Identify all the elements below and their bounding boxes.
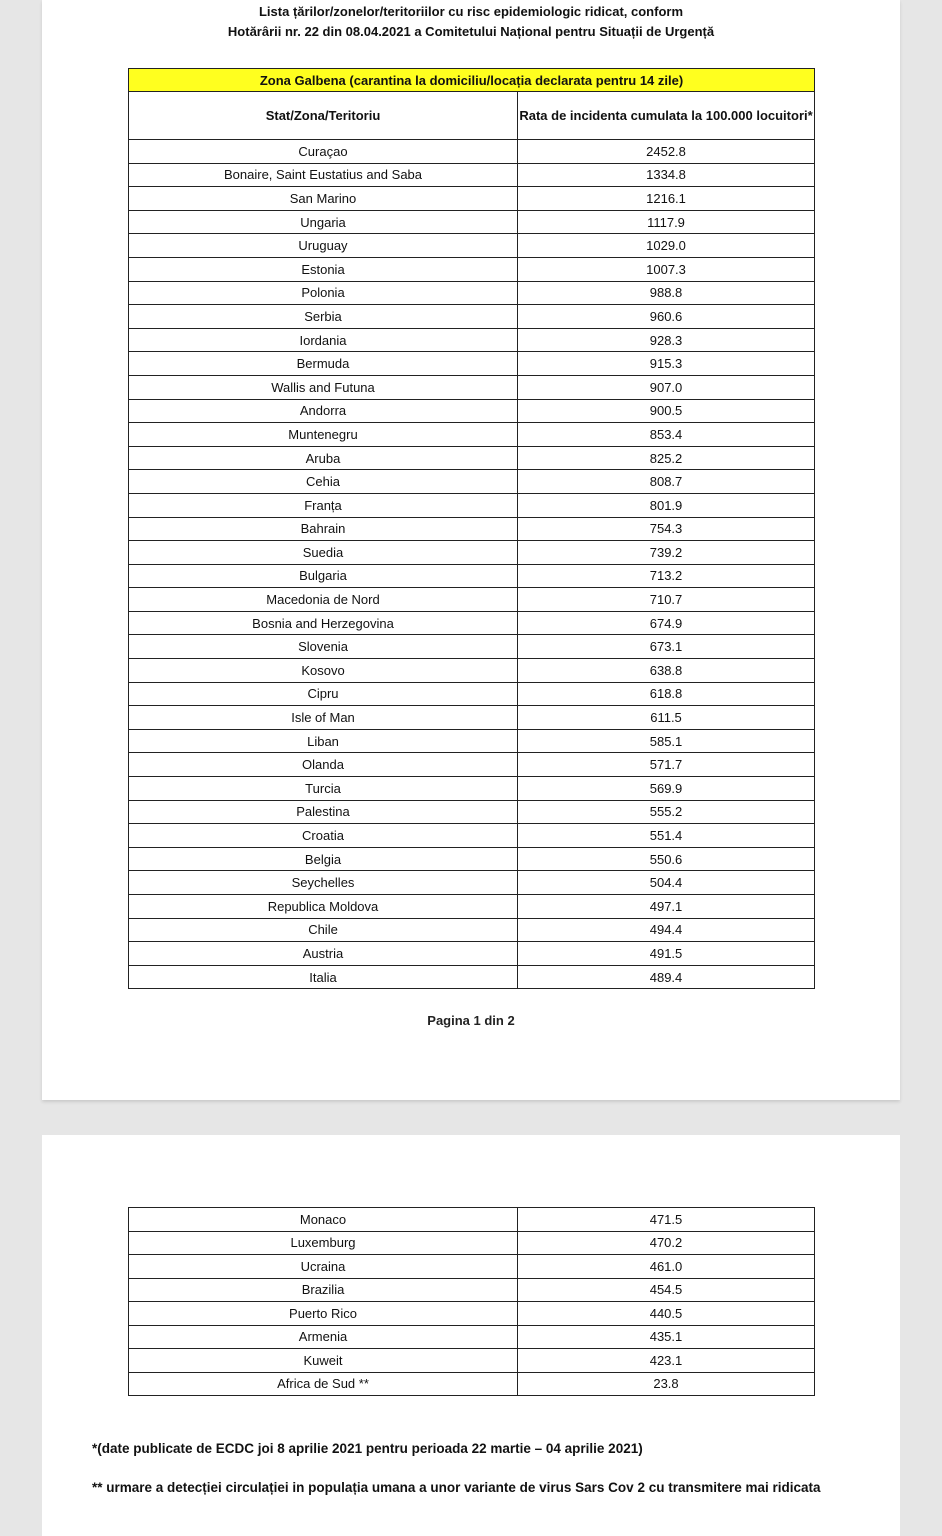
incidence-cell: 489.4	[518, 965, 815, 989]
incidence-cell: 801.9	[518, 493, 815, 517]
table-row	[129, 493, 815, 517]
document-title-line-2: Hotărârii nr. 22 din 08.04.2021 a Comitetului Național pentru Situații de Urgență	[227, 24, 715, 39]
country-cell: Curaçao	[129, 140, 518, 164]
table-row	[129, 517, 815, 541]
table-row	[129, 1302, 815, 1326]
country-cell: Africa de Sud **	[129, 1372, 518, 1396]
country-cell: Wallis and Futuna	[129, 375, 518, 399]
country-cell: Andorra	[129, 399, 518, 423]
table-row	[129, 281, 815, 305]
table-row	[129, 1325, 815, 1349]
table-row	[129, 942, 815, 966]
incidence-cell: 491.5	[518, 942, 815, 966]
zone-title: Zona Galbena (carantina la domiciliu/locația declarata pentru 14 zile)	[129, 69, 815, 92]
table-row	[129, 1372, 815, 1396]
country-cell: Slovenia	[129, 635, 518, 659]
table-row	[129, 352, 815, 376]
incidence-cell: 713.2	[518, 564, 815, 588]
risk-countries-table-continued	[128, 1207, 815, 1396]
country-cell: Serbia	[129, 305, 518, 329]
country-cell: Turcia	[129, 777, 518, 801]
incidence-cell: 504.4	[518, 871, 815, 895]
table-row	[129, 140, 815, 164]
incidence-cell: 618.8	[518, 682, 815, 706]
incidence-cell: 1007.3	[518, 257, 815, 281]
incidence-cell: 611.5	[518, 706, 815, 730]
incidence-cell: 23.8	[518, 1372, 815, 1396]
incidence-cell: 1117.9	[518, 210, 815, 234]
incidence-cell: 569.9	[518, 777, 815, 801]
table-row	[129, 588, 815, 612]
incidence-cell: 673.1	[518, 635, 815, 659]
country-cell: Monaco	[129, 1208, 518, 1232]
table-row	[129, 423, 815, 447]
table-row	[129, 163, 815, 187]
incidence-cell: 454.5	[518, 1278, 815, 1302]
document-page-1	[42, 0, 900, 1100]
table-row	[129, 895, 815, 919]
table-row	[129, 1208, 815, 1232]
incidence-cell: 960.6	[518, 305, 815, 329]
incidence-cell: 551.4	[518, 824, 815, 848]
incidence-cell: 555.2	[518, 800, 815, 824]
country-cell: Iordania	[129, 328, 518, 352]
table-row	[129, 446, 815, 470]
table-row	[129, 729, 815, 753]
country-cell: Republica Moldova	[129, 895, 518, 919]
incidence-cell: 900.5	[518, 399, 815, 423]
country-cell: Muntenegru	[129, 423, 518, 447]
incidence-cell: 739.2	[518, 541, 815, 565]
country-cell: Italia	[129, 965, 518, 989]
country-cell: Isle of Man	[129, 706, 518, 730]
country-cell: Bahrain	[129, 517, 518, 541]
country-cell: Luxemburg	[129, 1231, 518, 1255]
incidence-cell: 470.2	[518, 1231, 815, 1255]
table-row	[129, 399, 815, 423]
incidence-cell: 494.4	[518, 918, 815, 942]
country-cell: Franța	[129, 493, 518, 517]
incidence-cell: 638.8	[518, 659, 815, 683]
incidence-cell: 2452.8	[518, 140, 815, 164]
column-header-incidence: Rata de incidenta cumulata la 100.000 locuitori*	[518, 92, 815, 140]
country-cell: San Marino	[129, 187, 518, 211]
country-cell: Kuweit	[129, 1349, 518, 1373]
table-row	[129, 210, 815, 234]
country-cell: Suedia	[129, 541, 518, 565]
table-row	[129, 777, 815, 801]
country-cell: Cehia	[129, 470, 518, 494]
country-cell: Ucraina	[129, 1255, 518, 1279]
table-row	[129, 470, 815, 494]
table-row	[129, 847, 815, 871]
country-cell: Macedonia de Nord	[129, 588, 518, 612]
table-row	[129, 1231, 815, 1255]
table-row	[129, 187, 815, 211]
country-cell: Uruguay	[129, 234, 518, 258]
table-row	[129, 800, 815, 824]
incidence-cell: 907.0	[518, 375, 815, 399]
incidence-cell: 440.5	[518, 1302, 815, 1326]
incidence-cell: 423.1	[518, 1349, 815, 1373]
country-cell: Chile	[129, 918, 518, 942]
incidence-cell: 461.0	[518, 1255, 815, 1279]
table-row	[129, 564, 815, 588]
table-row	[129, 305, 815, 329]
document-page-2	[42, 1135, 900, 1536]
country-cell: Austria	[129, 942, 518, 966]
table-row	[129, 234, 815, 258]
column-header-row	[129, 92, 815, 140]
country-cell: Cipru	[129, 682, 518, 706]
zone-header-row	[129, 69, 815, 92]
country-cell: Bonaire, Saint Eustatius and Saba	[129, 163, 518, 187]
table-row	[129, 328, 815, 352]
country-cell: Liban	[129, 729, 518, 753]
country-cell: Croatia	[129, 824, 518, 848]
country-cell: Belgia	[129, 847, 518, 871]
table-row	[129, 706, 815, 730]
country-cell: Bermuda	[129, 352, 518, 376]
country-cell: Seychelles	[129, 871, 518, 895]
risk-countries-table	[128, 68, 815, 989]
incidence-cell: 710.7	[518, 588, 815, 612]
country-cell: Polonia	[129, 281, 518, 305]
incidence-cell: 808.7	[518, 470, 815, 494]
table-row	[129, 1255, 815, 1279]
table-row	[129, 753, 815, 777]
country-cell: Puerto Rico	[129, 1302, 518, 1326]
page-number: Pagina 1 din 2	[427, 1013, 515, 1028]
incidence-cell: 1334.8	[518, 163, 815, 187]
country-cell: Estonia	[129, 257, 518, 281]
table-row	[129, 965, 815, 989]
incidence-cell: 928.3	[518, 328, 815, 352]
country-cell: Bosnia and Herzegovina	[129, 611, 518, 635]
table-row	[129, 1278, 815, 1302]
country-cell: Bulgaria	[129, 564, 518, 588]
table-row	[129, 871, 815, 895]
table-row	[129, 682, 815, 706]
incidence-cell: 1216.1	[518, 187, 815, 211]
country-cell: Olanda	[129, 753, 518, 777]
incidence-cell: 550.6	[518, 847, 815, 871]
country-cell: Armenia	[129, 1325, 518, 1349]
footnote-variants: ** urmare a detecției circulației in populația umana a unor variante de virus Sars Cov 2 cu transmitere mai ridicata	[92, 1480, 821, 1495]
footnote-ecdc: *(date publicate de ECDC joi 8 aprilie 2021 pentru perioada 22 martie – 04 aprilie 2021)	[92, 1441, 643, 1456]
incidence-cell: 825.2	[518, 446, 815, 470]
incidence-cell: 497.1	[518, 895, 815, 919]
country-cell: Brazilia	[129, 1278, 518, 1302]
incidence-cell: 571.7	[518, 753, 815, 777]
document-title-line-1: Lista țărilor/zonelor/teritoriilor cu risc epidemiologic ridicat, conform	[258, 4, 684, 19]
country-cell: Aruba	[129, 446, 518, 470]
table-row	[129, 824, 815, 848]
incidence-cell: 1029.0	[518, 234, 815, 258]
column-header-country: Stat/Zona/Teritoriu	[129, 92, 518, 140]
table-row	[129, 257, 815, 281]
table-row	[129, 635, 815, 659]
incidence-cell: 853.4	[518, 423, 815, 447]
country-cell: Palestina	[129, 800, 518, 824]
incidence-cell: 435.1	[518, 1325, 815, 1349]
country-cell: Ungaria	[129, 210, 518, 234]
table-row	[129, 611, 815, 635]
table-row	[129, 659, 815, 683]
table-row	[129, 541, 815, 565]
incidence-cell: 471.5	[518, 1208, 815, 1232]
table-row	[129, 1349, 815, 1373]
incidence-cell: 674.9	[518, 611, 815, 635]
incidence-cell: 988.8	[518, 281, 815, 305]
table-row	[129, 918, 815, 942]
incidence-cell: 915.3	[518, 352, 815, 376]
country-cell: Kosovo	[129, 659, 518, 683]
incidence-cell: 585.1	[518, 729, 815, 753]
table-row	[129, 375, 815, 399]
incidence-cell: 754.3	[518, 517, 815, 541]
